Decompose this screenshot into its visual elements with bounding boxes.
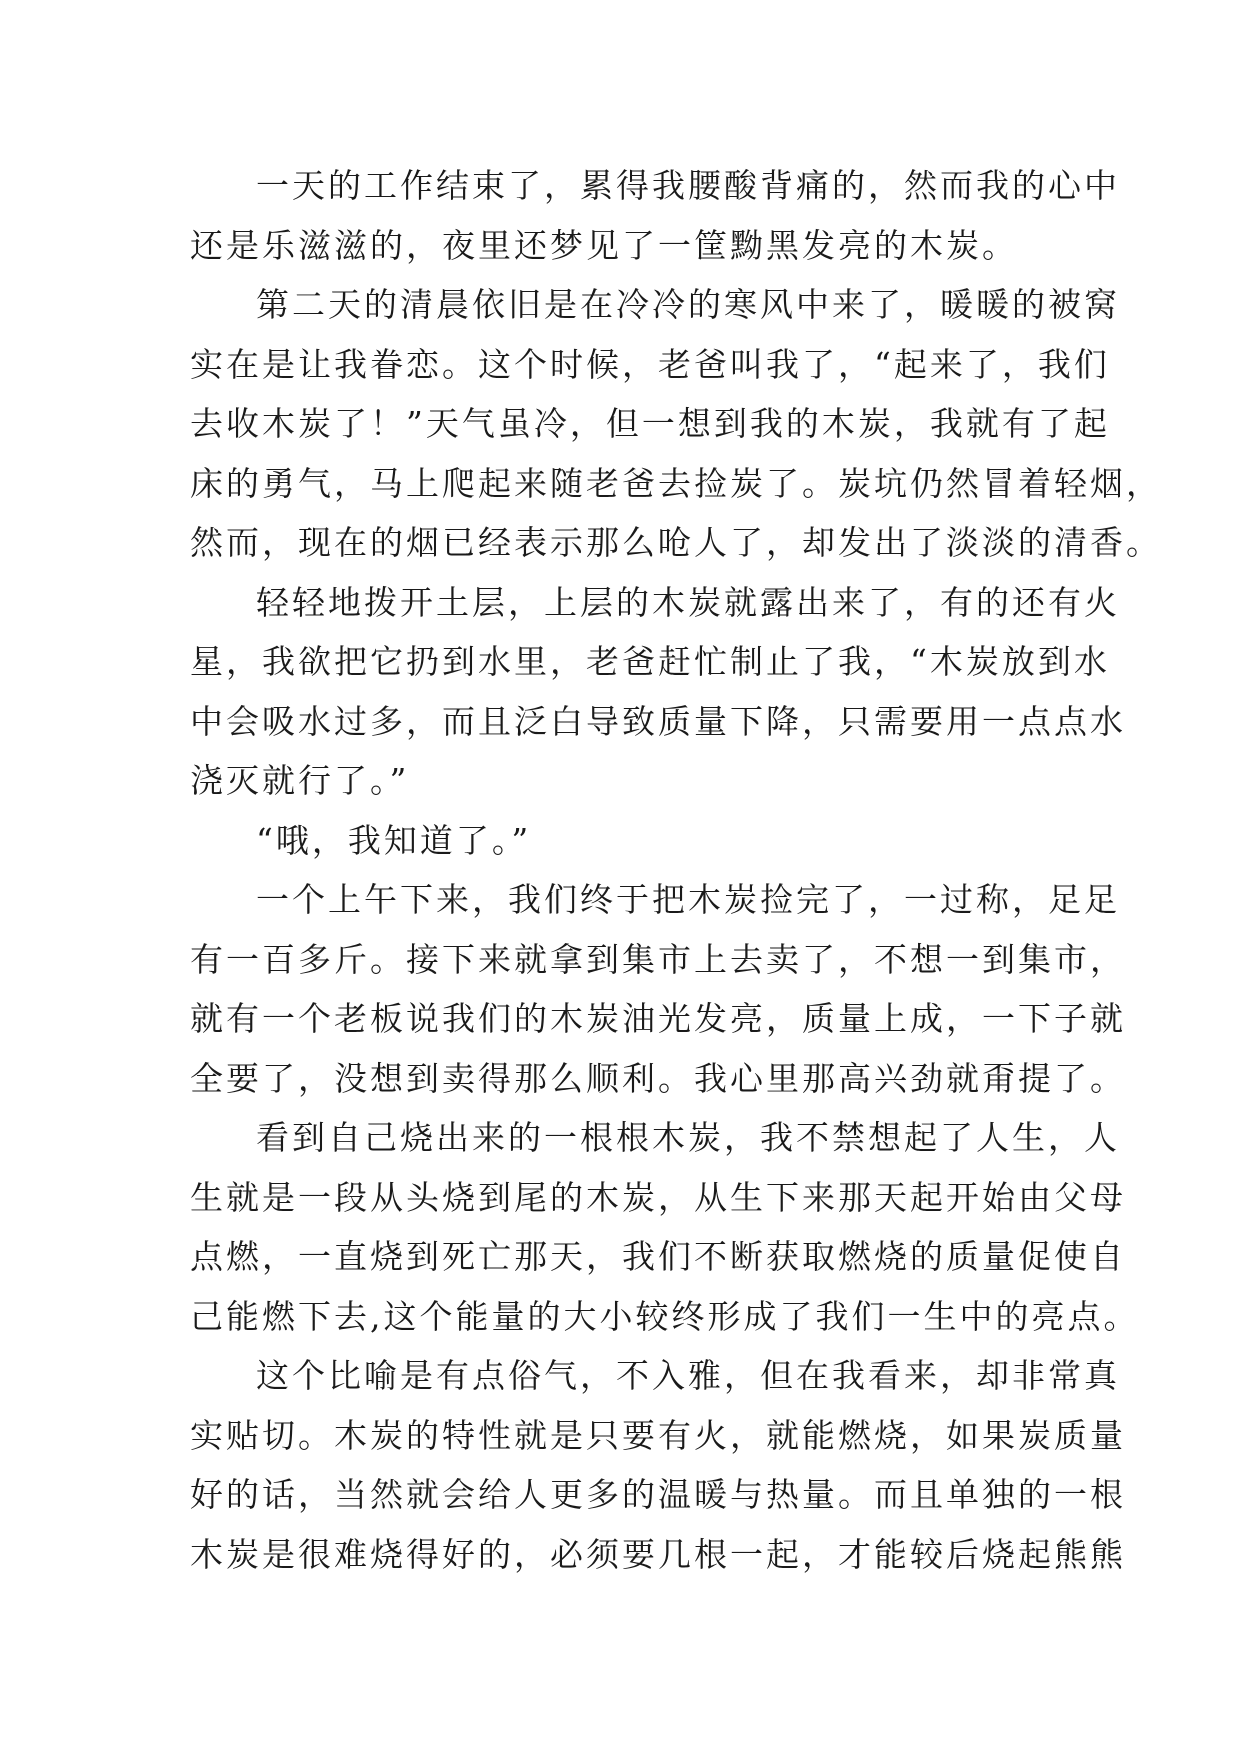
body-text	[190, 156, 1162, 1584]
text-line: 实贴切。木炭的特性就是只要有火，就能燃烧，如果炭质量	[190, 1415, 1126, 1455]
text-line: 看到自己烧出来的一根根木炭，我不禁想起了人生，人	[256, 1118, 1120, 1157]
text-line: 去收木炭了！”天气虽冷，但一想到我的木炭，我就有了起	[190, 404, 1110, 443]
text-line: 实在是让我眷恋。这个时候，老爸叫我了，“起来了，我们	[190, 344, 1110, 384]
text-line: 生就是一段从头烧到尾的木炭，从生下来那天起开始由父母	[190, 1177, 1126, 1217]
text-line: 点燃，一直烧到死亡那天，我们不断获取燃烧的质量促使自	[190, 1237, 1126, 1276]
text-line: 中会吸水过多，而且泛白导致质量下降，只需要用一点点水	[190, 701, 1126, 741]
text-line: 就有一个老板说我们的木炭油光发亮，质量上成，一下子就	[190, 999, 1126, 1038]
text-line: 第二天的清晨依旧是在冷冷的寒风中来了，暖暖的被窝	[256, 285, 1120, 324]
text-line: 这个比喻是有点俗气，不入雅，但在我看来，却非常真	[256, 1356, 1120, 1395]
text-line: 全要了，没想到卖得那么顺利。我心里那高兴劲就甭提了。	[190, 1058, 1126, 1098]
text-line: 有一百多斤。接下来就拿到集市上去卖了，不想一到集市，	[190, 939, 1126, 979]
text-line: “哦，我知道了。”	[256, 820, 532, 860]
text-line: 床的勇气，马上爬起来随老爸去捡炭了。炭坑仍然冒着轻烟，	[190, 463, 1162, 503]
text-line: 一个上午下来，我们终于把木炭捡完了，一过称，足足	[256, 880, 1120, 919]
text-line: 还是乐滋滋的，夜里还梦见了一筐黝黑发亮的木炭。	[190, 225, 1018, 265]
text-line: 己能燃下去,这个能量的大小较终形成了我们一生中的亮点。	[190, 1296, 1140, 1336]
text-line: 一天的工作结束了，累得我腰酸背痛的，然而我的心中	[256, 166, 1120, 205]
text-line: 星，我欲把它扔到水里，老爸赶忙制止了我，“木炭放到水	[190, 642, 1110, 681]
text-line: 浇灭就行了。”	[190, 761, 410, 800]
text-line: 木炭是很难烧得好的，必须要几根一起，才能较后烧起熊熊	[190, 1534, 1126, 1574]
text-line: 轻轻地拨开土层，上层的木炭就露出来了，有的还有火	[256, 582, 1120, 622]
text-line: 然而，现在的烟已经表示那么呛人了，却发出了淡淡的清香。	[190, 523, 1162, 562]
text-line: 好的话，当然就会给人更多的温暖与热量。而且单独的一根	[190, 1475, 1126, 1514]
